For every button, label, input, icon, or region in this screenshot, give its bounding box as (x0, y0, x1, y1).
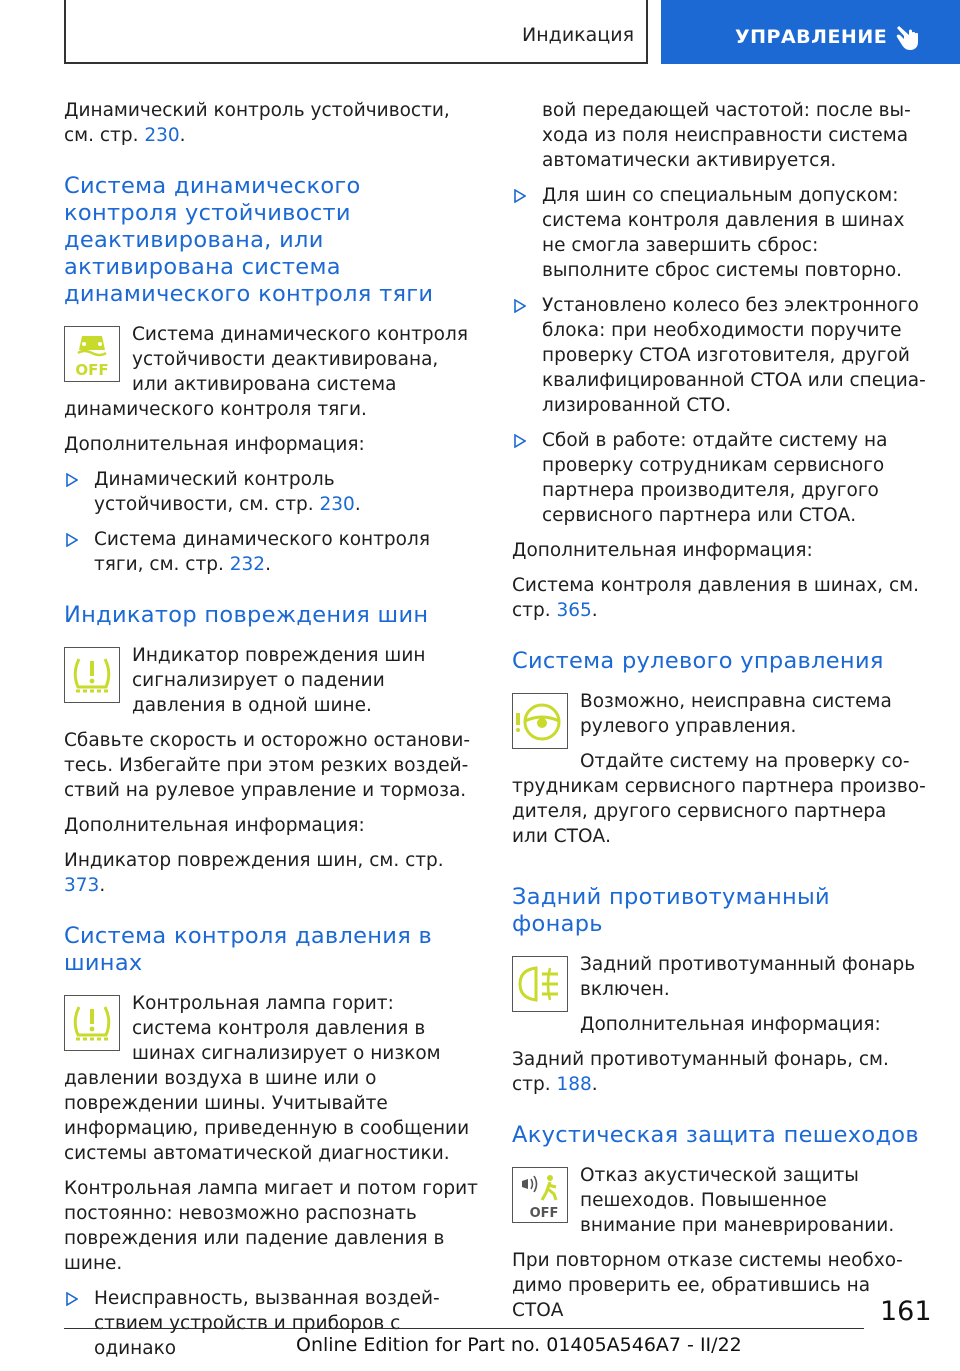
section-title: Индикация (522, 24, 634, 46)
svg-text:OFF: OFF (75, 361, 109, 379)
page-link[interactable]: 230 (144, 125, 180, 146)
page-link[interactable]: 188 (556, 1074, 592, 1095)
page-link[interactable]: 230 (319, 494, 355, 515)
page-link[interactable]: 232 (229, 554, 266, 575)
dsc-heading: Система динамического контроля устойчивости деактивирована, или активирована система динамического контроля тяги (64, 173, 434, 307)
list-item: Установлено колесо без электронного блока: при необходимости поручите проверку СТОА изготовителя, другой квалифицированной СТОА или специализированной СТО. (512, 293, 926, 418)
tire-warning-icon (64, 647, 120, 703)
fog-text: Задний противотуманный фонарь включен. (580, 954, 916, 1000)
pedestrian-protection-off-icon (512, 1167, 568, 1223)
list-item: Для шин со специальным допуском: система контроля давления в шинах не смогла завершить сброс: выполните сброс системы повторно. (512, 183, 926, 283)
flat-tire-text: Индикатор повреждения шин сигнализирует о падении давления в одной шине. (132, 645, 426, 716)
list-item: Сбой в работе: отдайте систему на проверку сотрудникам сервисного партнера производителя, другого сервисного партнера или СТОА. (512, 428, 926, 528)
pedestrian-heading: Акустическая защита пешеходов (512, 1122, 919, 1148)
dsc-off-icon (64, 326, 120, 382)
tpms-more: Дополнительная информация: (512, 540, 813, 561)
footer-edition: Online Edition for Part no. 01405A546A7 - II/22 (296, 1334, 742, 1356)
list-item: Неисправность, вызванная воздействием устройств и приборов с одинако (64, 1286, 478, 1361)
dsc-more: Дополнительная информация: (64, 434, 365, 455)
flat-tire-text2: Сбавьте скорость и осторожно остановитесь. Избегайте при этом резких воздействий на рулевое управление и тормоза. (64, 730, 471, 801)
right-column (512, 98, 926, 1333)
steering-warning-icon (512, 693, 568, 749)
bullet-triangle-icon (66, 533, 78, 547)
pedestrian-text2: При повторном отказе системы необходимо проверить ее, обратившись на СТОА (512, 1250, 903, 1321)
rear-fog-light-icon (512, 956, 568, 1012)
fog-more: Дополнительная информация: (580, 1014, 881, 1035)
tpms-text: Контрольная лампа горит: система контроля давления в шинах сигнализирует о низком давлении воздуха в шине или о повреждении шины. Учитывайте информацию, приведенную в сообщении системы автоматической диагностики. (64, 993, 470, 1164)
fog-heading: Задний противотуманный фонарь (512, 884, 830, 937)
page-link[interactable]: 365 (556, 600, 592, 621)
list-item: Система динамического контроля тяги, см. стр. 232. (64, 527, 478, 577)
list-item-continuation: вой передающей частотой: после выхода из поля неисправности система автоматически активируется. (542, 100, 911, 171)
header-tab[interactable] (661, 0, 960, 64)
flat-tire-more: Дополнительная информация: (64, 815, 365, 836)
header-section-box (64, 0, 648, 64)
steering-text: Возможно, неисправна система рулевого управления. (580, 691, 892, 737)
flat-tire-ref: Индикатор повреждения шин, см. стр. 373. (64, 850, 444, 896)
left-column (64, 98, 478, 1371)
bullet-triangle-icon (66, 1292, 78, 1306)
intro-ref: Динамический контроль устойчивости, см. стр. 230. (64, 100, 450, 146)
bullet-triangle-icon (66, 473, 78, 487)
fog-ref: Задний противотуманный фонарь, см. стр. 188. (512, 1049, 889, 1095)
tire-pressure-icon (64, 995, 120, 1051)
bullet-triangle-icon (514, 434, 526, 448)
tpms-heading: Система контроля давления в шинах (64, 923, 433, 976)
flat-tire-heading: Индикатор повреждения шин (64, 602, 429, 628)
page-link[interactable]: 373 (64, 875, 100, 896)
bullet-triangle-icon (514, 189, 526, 203)
bullet-triangle-icon (514, 299, 526, 313)
list-item: Динамический контроль устойчивости, см. стр. 230. (64, 467, 478, 517)
footer-divider (64, 1328, 864, 1329)
svg-text:OFF: OFF (529, 1206, 559, 1221)
tpms-text2: Контрольная лампа мигает и потом горит постоянно: невозможно распознать повреждения или падение давления в шине. (64, 1178, 478, 1274)
steering-heading: Система рулевого управления (512, 648, 884, 674)
tpms-ref: Система контроля давления в шинах, см. стр. 365. (512, 575, 919, 621)
pointing-hand-icon (893, 22, 925, 52)
tab-label: УПРАВЛЕНИЕ (735, 26, 888, 48)
pedestrian-text: Отказ акустической защиты пешеходов. Повышенное внимание при маневрировании. (580, 1165, 895, 1236)
page-number: 161 (880, 1296, 932, 1327)
dsc-text: Система динамического контроля устойчивости деактивирована, или активирована система динамического контроля тяги. (64, 324, 468, 420)
steering-text2: Отдайте систему на проверку сотрудникам сервисного партнера производителя, другого сервисного партнера или СТОА. (512, 751, 926, 847)
